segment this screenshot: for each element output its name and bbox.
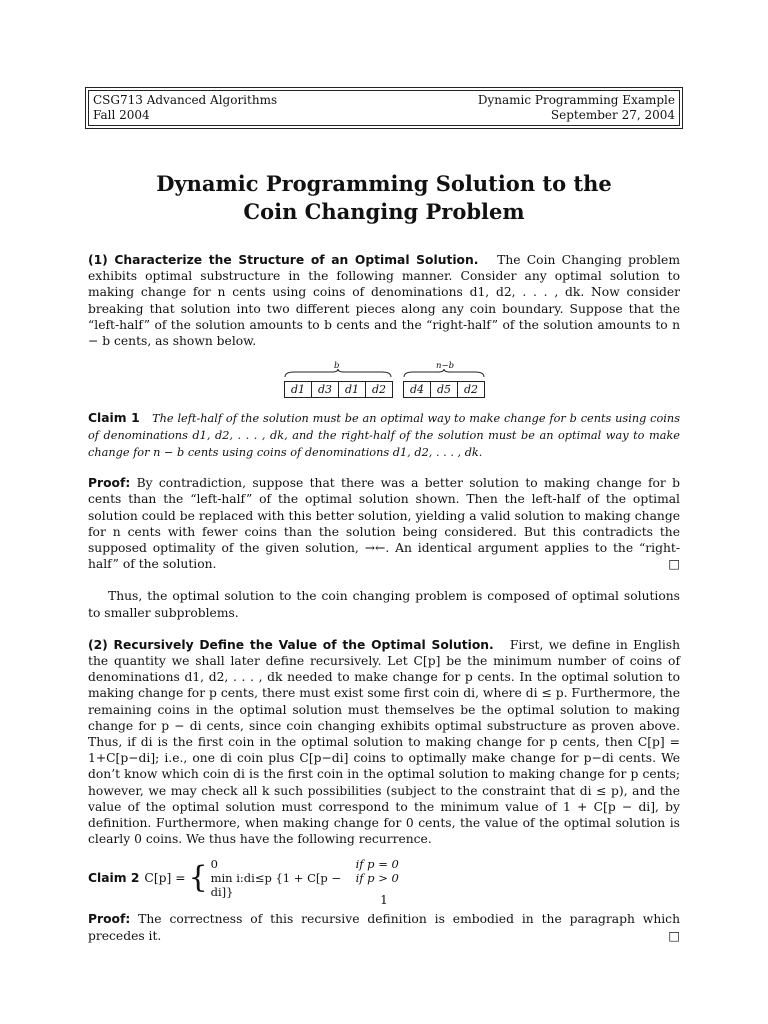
coin-cell: d3 — [312, 382, 339, 397]
course-term: Fall 2004 — [93, 108, 150, 122]
proof-1-label: Proof: — [88, 476, 131, 491]
claim-1-text: The left-half of the solution must be an optimal way to make change for b cents using coins of denominations d1, d2, . . . , dk, and the right-half of the solution must be an optimal way to make change for n − b cents using coins of denominations d1, d2, . . . , dk. — [88, 412, 680, 460]
header-left — [93, 93, 277, 123]
proof-2-label: Proof: — [88, 912, 131, 927]
claim-1 — [88, 410, 680, 461]
proof-2-text: The correctness of this recursive definition is embodied in the paragraph which precedes it. — [88, 912, 680, 943]
qed-symbol: □ — [668, 928, 680, 943]
section-2-text: First, we define in English the quantity we shall later define recursively. Let C[p] be the minimum number of coins of denominations d1, d2, . . . , dk needed to make change for p cents. In the optimal solution to making change for p cents, there must exist some first coin di, where di ≤ p. Furthermore, the remaining coins in the optimal solution must themselves be the optimal solution to making change for p − di cents, since coin changing exhibits optimal substructure as proven above. Thus, if di is the first coin in the optimal solution to making change for p cents, then C[p] = 1+C[p−di]; i.e., one di coin plus C[p−di] coins to optimally make change for p−di cents. We don’t know which coin di is the first coin in the optimal solution to making change for p cents; however, we may check all k such possibilities (subject to the constraint that di ≤ p), and the value of the optimal solution must correspond to the minimum value of 1 + C[p − di], by definition. Furthermore, when making change for 0 cents, the value of the optimal solution is clearly 0 coins. We thus have the following recurrence. — [88, 637, 680, 847]
coin-cell: d5 — [431, 382, 458, 397]
section-1-paragraph — [88, 252, 680, 349]
page-number: 1 — [380, 893, 388, 907]
handout-date: September 27, 2004 — [550, 108, 675, 122]
case-2-value: min i:di≤p {1 + C[p − di]} — [210, 871, 342, 900]
section-2-paragraph — [88, 637, 680, 848]
right-half-label: n−b — [436, 361, 455, 372]
coin-cell: d2 — [463, 383, 479, 397]
case-2-condition: if p > 0 — [355, 871, 399, 886]
section-1-heading: (1) Characterize the Structure of an Optimal Solution. — [88, 253, 479, 267]
case-1-value: 0 — [210, 857, 218, 872]
qed-symbol: □ — [668, 557, 680, 572]
section-1-text: The Coin Changing problem exhibits optimal substructure in the following manner. Consider any optimal solution to making change for n cents using coins of denominations d1, d2, . . . , dk. Now consider breaking that solution into two different pieces along any coin boundary. Suppose that the “left-half” of the solution amounts to b cents and the “right-half” of the solution amounts to n − b cents, as shown below. — [88, 253, 680, 349]
paper-page — [88, 90, 680, 944]
paper-title — [88, 170, 680, 226]
claim-1-label: Claim 1 — [88, 411, 140, 426]
left-half-coins — [284, 381, 393, 398]
left-half-label: b — [334, 361, 340, 372]
coin-cell: d2 — [371, 383, 387, 397]
course-header-box — [88, 90, 680, 126]
coin-cell: d1 — [339, 382, 366, 397]
right-half-brace — [403, 369, 485, 378]
section-2-heading: (2) Recursively Define the Value of the Optimal Solution. — [88, 637, 494, 652]
course-name: CSG713 Advanced Algorithms — [93, 93, 278, 107]
left-half-brace — [284, 369, 392, 378]
coin-cell: d4 — [404, 382, 431, 397]
proof-1-text: By contradiction, suppose that there was a better solution to making change for b cents than the “left-half” of the optimal solution shown. Then the left-half of the optimal solution could be replaced with this better solution, yielding a valid solution to making change for n cents with fewer coins than the solution being considered. But this contradicts the supposed optimality of the given solution, →←. An identical argument applies to the “right-half” of the solution. — [88, 476, 680, 572]
cases-brace: { — [188, 860, 208, 896]
case-1-condition: if p = 0 — [355, 857, 399, 872]
thus-paragraph: Thus, the optimal solution to the coin changing problem is composed of optimal solutions to smaller subproblems. — [88, 589, 680, 620]
proof-1 — [88, 475, 680, 572]
claim-2-label: Claim 2 — [88, 871, 140, 886]
proof-2 — [88, 911, 680, 943]
handout-topic: Dynamic Programming Example — [477, 93, 675, 107]
coin-split-diagram — [88, 361, 680, 401]
coin-cell: d1 — [285, 382, 312, 397]
recurrence-lhs: C[p] = — [144, 871, 186, 886]
right-half-coins — [403, 381, 485, 398]
header-right — [478, 93, 675, 123]
title-line-1: Dynamic Programming Solution to the — [156, 171, 612, 196]
title-line-2: Coin Changing Problem — [243, 199, 525, 224]
